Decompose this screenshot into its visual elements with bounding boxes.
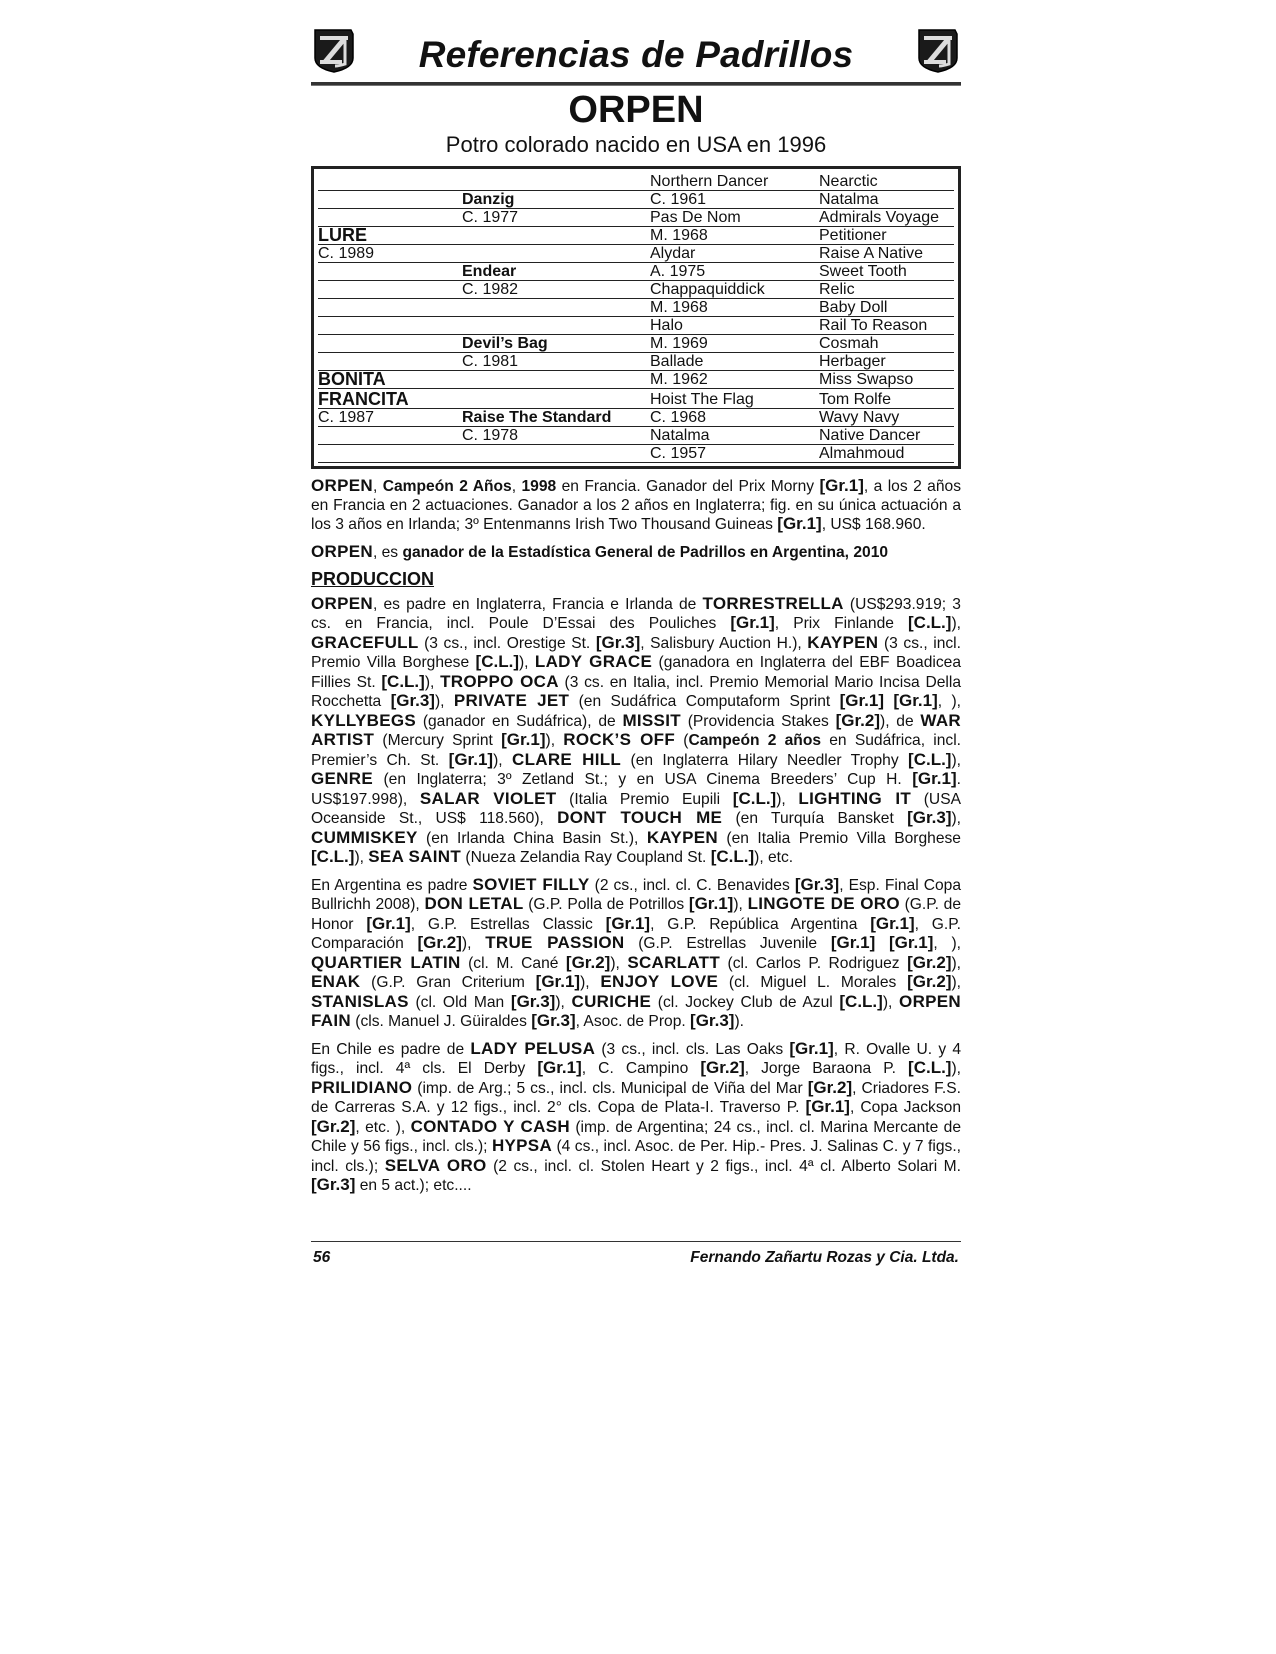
pedigree-row bbox=[318, 191, 954, 209]
pedigree-cell: Almahmoud bbox=[819, 445, 954, 463]
text: (Providencia Stakes bbox=[680, 712, 836, 730]
pedigree-cell: C. 1981 bbox=[462, 353, 650, 371]
pedigree-cell: M. 1962 bbox=[650, 371, 819, 389]
grade-tag: [Gr.2] bbox=[700, 1058, 745, 1077]
horse-ref: KAYPEN bbox=[646, 827, 718, 847]
text: (en Inglaterra; 3º Zetland St.; y en USA Cinema Breeders’ Cup H. bbox=[372, 771, 913, 788]
text: ), etc. bbox=[754, 849, 794, 866]
grade-tag: [Gr.3] bbox=[794, 874, 840, 894]
text: (G.P. Estrellas Juvenile bbox=[624, 935, 831, 952]
pedigree-row bbox=[318, 335, 954, 353]
grade-tag: [Gr.1] bbox=[805, 1097, 850, 1116]
pedigree-row bbox=[318, 263, 954, 281]
text: ( bbox=[675, 732, 689, 749]
text: (en Irlanda China Basin St.), bbox=[417, 829, 647, 847]
grade-tag: [C.L.] bbox=[381, 671, 425, 691]
pedigree-cell: Sweet Tooth bbox=[819, 263, 954, 281]
horse-ref: TORRESTRELLA bbox=[702, 593, 844, 613]
pedigree-cell: Devil’s Bag bbox=[462, 335, 650, 353]
text: , ), bbox=[937, 693, 961, 710]
text: ), bbox=[951, 954, 962, 972]
pedigree-row bbox=[318, 227, 954, 245]
text: ), bbox=[354, 849, 369, 866]
pedigree-cell bbox=[462, 389, 650, 409]
grade-tag: [Gr.1] bbox=[830, 933, 876, 952]
grade-tag: [Gr.1] bbox=[448, 749, 494, 769]
horse-ref: QUARTIER LATIN bbox=[311, 952, 461, 972]
text: (3 cs., incl. Orestige St. bbox=[418, 634, 596, 652]
grade-tag: [Gr.1] bbox=[501, 730, 546, 749]
text: (imp. de Argentina; 24 cs., incl. cl. Marina Mercante de Chile y 56 figs., incl. cls.); bbox=[311, 1118, 961, 1155]
page-footer bbox=[311, 1241, 961, 1266]
grade-tag: [C.L.] bbox=[908, 749, 952, 769]
text: , G.P. República Argentina bbox=[650, 915, 871, 933]
text: (4 cs., incl. Asoc. de Per. Hip.- Pres. J. Salinas C. y 7 figs., incl. cls.); bbox=[311, 1138, 961, 1175]
pedigree-cell bbox=[462, 445, 650, 463]
pedigree-cell bbox=[462, 371, 650, 389]
grade-tag: [Gr.2] bbox=[417, 933, 462, 952]
footer-company: Fernando Zañartu Rozas y Cia. Ltda. bbox=[690, 1249, 959, 1266]
pedigree-cell: C. 1957 bbox=[650, 445, 819, 463]
pedigree-cell: LURE bbox=[318, 227, 462, 245]
text: en Sudáfrica, incl. Premier’s Ch. St. bbox=[311, 732, 961, 769]
grade-tag: [C.L.] bbox=[475, 652, 519, 671]
text: (2 cs., incl. cl. Stolen Heart y 2 figs., incl. 4ª cl. Alberto Solari M. bbox=[486, 1157, 961, 1175]
horse-ref: LINGOTE DE ORO bbox=[747, 894, 900, 913]
pedigree-row bbox=[318, 389, 954, 409]
bold-text: Campeón 2 años bbox=[688, 732, 822, 749]
pedigree-cell: Natalma bbox=[650, 427, 819, 445]
pedigree-cell: M. 1968 bbox=[650, 299, 819, 317]
grade-tag: [Gr.1] bbox=[366, 913, 411, 933]
paragraph-statistics bbox=[311, 543, 961, 563]
text: , Esp. Final Copa Bullrichh 2008), bbox=[311, 876, 961, 913]
pedigree-cell bbox=[462, 245, 650, 263]
grade-tag: [Gr.1] bbox=[870, 913, 915, 933]
text: , C. Campino bbox=[581, 1060, 701, 1077]
text: ), bbox=[424, 673, 441, 691]
horse-ref: ORPEN bbox=[311, 476, 373, 495]
pedigree-cell: Hoist The Flag bbox=[650, 389, 819, 409]
horse-ref: CURICHE bbox=[571, 991, 652, 1011]
pedigree-cell: Danzig bbox=[462, 191, 650, 209]
pedigree-cell bbox=[318, 353, 462, 371]
horse-ref: ENJOY LOVE bbox=[600, 972, 719, 991]
page bbox=[311, 20, 961, 1204]
pedigree-row bbox=[318, 317, 954, 335]
bold-text: ganador de la Estadística General de Padrillos en Argentina, 2010 bbox=[402, 543, 889, 561]
pedigree-cell: C. 1987 bbox=[318, 409, 462, 427]
grade-tag: [Gr.2] bbox=[565, 952, 611, 972]
horse-ref: KYLLYBEGS bbox=[311, 710, 417, 730]
text: ), bbox=[951, 615, 961, 632]
text: (en Italia Premio Villa Borghese bbox=[717, 829, 961, 847]
horse-ref: SALAR VIOLET bbox=[419, 788, 557, 808]
horse-ref: PRILIDIANO bbox=[311, 1077, 413, 1097]
text: (2 cs., incl. cl. C. Benavides bbox=[589, 876, 795, 894]
text: ), bbox=[951, 751, 961, 769]
horse-ref: CLARE HILL bbox=[512, 749, 622, 769]
horse-ref: KAYPEN bbox=[807, 632, 879, 652]
horse-ref: LIGHTING IT bbox=[798, 788, 912, 808]
text: (US$293.919; 3 cs. en Francia, incl. Poule D’Essai des Pouliches bbox=[311, 595, 961, 632]
horse-name: ORPEN bbox=[568, 89, 704, 131]
text: , bbox=[511, 478, 522, 495]
horse-ref: CONTADO Y CASH bbox=[410, 1116, 570, 1136]
pedigree-cell bbox=[318, 263, 462, 281]
text: ), bbox=[882, 993, 900, 1011]
grade-tag: [Gr.3] bbox=[907, 808, 952, 827]
text: , ), bbox=[933, 935, 962, 952]
grade-tag: [Gr.1] bbox=[893, 691, 938, 710]
pedigree-cell bbox=[318, 299, 462, 317]
pedigree-cell: Native Dancer bbox=[819, 427, 954, 445]
text: ), bbox=[733, 896, 748, 913]
grade-tag: [Gr.1] bbox=[819, 476, 864, 495]
pedigree-cell: C. 1977 bbox=[462, 209, 650, 227]
horse-ref: SOVIET FILLY bbox=[472, 874, 590, 894]
grade-tag: [Gr.1] bbox=[777, 514, 822, 533]
pedigree-cell: Ballade bbox=[650, 353, 819, 371]
grade-tag: [Gr.3] bbox=[390, 691, 435, 710]
pedigree-cell bbox=[318, 281, 462, 299]
text: ), bbox=[518, 654, 535, 671]
horse-ref: CUMMISKEY bbox=[311, 827, 418, 847]
pedigree-row bbox=[318, 445, 954, 463]
grade-tag: [Gr.1] bbox=[730, 613, 775, 632]
pedigree-cell: Alydar bbox=[650, 245, 819, 263]
text: (3 cs., incl. cls. Las Oaks bbox=[595, 1040, 790, 1058]
pedigree-cell: A. 1975 bbox=[650, 263, 819, 281]
bold-text: 1998 bbox=[521, 478, 557, 495]
grade-tag: [Gr.3] bbox=[510, 991, 556, 1011]
text: , G.P. Comparación bbox=[311, 915, 961, 952]
pedigree-cell: Endear bbox=[462, 263, 650, 281]
text: (cl. Carlos P. Rodriguez bbox=[720, 954, 908, 972]
horse-ref: SELVA ORO bbox=[384, 1155, 487, 1175]
paragraph-production-chile bbox=[311, 1040, 961, 1196]
horse-ref: HYPSA bbox=[491, 1136, 553, 1155]
grade-tag: [Gr.1] bbox=[537, 1058, 582, 1077]
grade-tag: [Gr.1] bbox=[535, 972, 581, 991]
pedigree-cell bbox=[318, 335, 462, 353]
horse-ref: ORPEN bbox=[311, 593, 373, 613]
text: , Criadores F.S. de Carreras S.A. y 12 figs., incl. 2° cls. Copa de Plata-I. Traverso P. bbox=[311, 1079, 962, 1116]
horse-ref: STANISLAS bbox=[311, 991, 409, 1011]
paragraph-production-argentina bbox=[311, 876, 961, 1032]
horse-ref: ENAK bbox=[311, 972, 361, 991]
grade-tag: [C.L.] bbox=[908, 1058, 952, 1077]
section-heading: PRODUCCION bbox=[311, 569, 435, 589]
pedigree-row bbox=[318, 409, 954, 427]
grade-tag: [Gr.2] bbox=[835, 710, 880, 730]
pedigree-cell: Herbager bbox=[819, 353, 954, 371]
text: ), bbox=[776, 790, 799, 808]
pedigree-cell bbox=[462, 227, 650, 245]
pedigree-cell bbox=[318, 317, 462, 335]
horse-ref: DONT TOUCH ME bbox=[557, 808, 723, 827]
pedigree-row bbox=[318, 209, 954, 227]
pedigree-cell bbox=[318, 209, 462, 227]
grade-tag: [C.L.] bbox=[839, 991, 883, 1011]
pedigree-row bbox=[318, 353, 954, 371]
text: (cl. Jockey Club de Azul bbox=[651, 993, 840, 1011]
text: (cl. M. Cané bbox=[460, 954, 566, 972]
pedigree-cell bbox=[318, 445, 462, 463]
pedigree-cell: Miss Swapso bbox=[819, 371, 954, 389]
text: En Chile es padre de bbox=[311, 1040, 471, 1058]
text: , Asoc. de Prop. bbox=[575, 1013, 691, 1030]
grade-tag: [C.L.] bbox=[908, 613, 952, 632]
pedigree-cell bbox=[462, 173, 650, 191]
pedigree-cell: C. 1968 bbox=[650, 409, 819, 427]
horse-ref: PRIVATE JET bbox=[453, 691, 570, 710]
text: en 5 act.); etc.... bbox=[355, 1177, 472, 1194]
text: ), bbox=[545, 732, 564, 749]
horse-ref: ROCK’S OFF bbox=[563, 730, 676, 749]
text: ), bbox=[951, 810, 962, 827]
text: (G.P. Gran Criterium bbox=[360, 974, 536, 991]
text: (cl. Old Man bbox=[408, 993, 511, 1011]
pedigree-cell: C. 1989 bbox=[318, 245, 462, 263]
horse-ref: LADY PELUSA bbox=[470, 1038, 596, 1058]
pedigree-cell: BONITA bbox=[318, 371, 462, 389]
text bbox=[884, 693, 893, 710]
grade-tag: [Gr.2] bbox=[807, 1077, 853, 1097]
pedigree-cell: Petitioner bbox=[819, 227, 954, 245]
pedigree-cell: Chappaquiddick bbox=[650, 281, 819, 299]
text: (cls. Manuel J. Güiraldes bbox=[350, 1013, 532, 1030]
text: ), bbox=[555, 993, 572, 1011]
text: (Italia Premio Eupili bbox=[556, 790, 733, 808]
horse-ref: TRUE PASSION bbox=[485, 933, 625, 952]
pedigree-cell: Northern Dancer bbox=[650, 173, 819, 191]
text: , Jorge Baraona P. bbox=[744, 1060, 909, 1077]
text: (Mercury Sprint bbox=[374, 732, 502, 749]
pedigree-cell: Halo bbox=[650, 317, 819, 335]
text: , R. Ovalle U. y 4 figs., incl. 4ª cls. El Derby bbox=[311, 1040, 961, 1077]
text: , bbox=[372, 478, 383, 495]
grade-tag: [C.L.] bbox=[732, 788, 777, 808]
horse-ref: ORPEN bbox=[311, 541, 373, 561]
pedigree-cell: FRANCITA bbox=[318, 389, 462, 409]
pedigree-row bbox=[318, 299, 954, 317]
text: , a los 2 años en Francia en 2 actuaciones. Ganador a los 2 años en Inglaterra; fig. en su única actuación a los 3 años en Irlanda; 3º Entenmanns Irish Two Thousand Guineas bbox=[311, 478, 961, 533]
pedigree-cell: Admirals Voyage bbox=[819, 209, 954, 227]
text: En Argentina es padre bbox=[311, 876, 473, 894]
horse-ref: SCARLATT bbox=[627, 952, 721, 972]
grade-tag: [Gr.3] bbox=[595, 632, 641, 652]
text: (cl. Miguel L. Morales bbox=[718, 974, 908, 991]
text: , Salisbury Auction H.), bbox=[640, 634, 808, 652]
grade-tag: [Gr.2] bbox=[907, 952, 952, 972]
text: (G.P. de Honor bbox=[311, 896, 961, 933]
text: , US$ 168.960. bbox=[821, 516, 926, 533]
pedigree-cell: Raise A Native bbox=[819, 245, 954, 263]
pedigree-table bbox=[311, 166, 961, 469]
horse-ref: WAR ARTIST bbox=[311, 710, 961, 749]
text: ), bbox=[434, 693, 454, 710]
pedigree-cell: Tom Rolfe bbox=[819, 389, 954, 409]
grade-tag: [Gr.1] bbox=[789, 1038, 834, 1058]
pedigree-cell: C. 1961 bbox=[650, 191, 819, 209]
pedigree-row bbox=[318, 173, 954, 191]
grade-tag: [C.L.] bbox=[710, 847, 755, 866]
text: (3 cs. en Italia, incl. Premio Memorial Mario Incisa Della Rocchetta bbox=[311, 673, 961, 710]
text: en Francia. Ganador del Prix Morny bbox=[556, 478, 820, 495]
text: , G.P. Estrellas Classic bbox=[410, 915, 606, 933]
text: ), de bbox=[880, 712, 921, 730]
grade-tag: [Gr.3] bbox=[531, 1011, 576, 1030]
text: (en Inglaterra Hilary Needler Trophy bbox=[621, 751, 909, 769]
grade-tag: [Gr.1] bbox=[839, 691, 885, 710]
text: (en Turquía Bansket bbox=[722, 810, 908, 827]
text: ), bbox=[951, 974, 962, 991]
horse-ref: LADY GRACE bbox=[534, 652, 653, 671]
text: (G.P. Polla de Potrillos bbox=[523, 896, 689, 913]
grade-tag: [Gr.1] bbox=[605, 913, 651, 933]
text: , etc. ), bbox=[355, 1118, 411, 1136]
horse-ref: SEA SAINT bbox=[368, 847, 462, 866]
pedigree-cell: Baby Doll bbox=[819, 299, 954, 317]
pedigree-cell: Raise The Standard bbox=[462, 409, 650, 427]
text: , es padre en Inglaterra, Francia e Irlanda de bbox=[372, 595, 703, 613]
body-text bbox=[311, 477, 961, 1196]
text: , Prix Finlande bbox=[774, 615, 909, 632]
page-number: 56 bbox=[313, 1249, 331, 1266]
text: (ganador en Sudáfrica), de bbox=[416, 712, 623, 730]
text: ), bbox=[610, 954, 628, 972]
horse-ref: GENRE bbox=[311, 769, 373, 788]
text: ), bbox=[580, 974, 601, 991]
grade-tag: [Gr.2] bbox=[907, 972, 952, 991]
text: . US$197.998), bbox=[311, 771, 961, 808]
grade-tag: [Gr.1] bbox=[688, 894, 734, 913]
text: (USA Oceanside St., US$ 118.560), bbox=[311, 790, 961, 827]
text: (ganadora en Inglaterra del EBF Boadicea Fillies St. bbox=[311, 654, 961, 691]
pedigree-cell: M. 1969 bbox=[650, 335, 819, 353]
page-header bbox=[311, 20, 961, 82]
pedigree-cell: Pas De Nom bbox=[650, 209, 819, 227]
horse-ref: ORPEN FAIN bbox=[311, 991, 962, 1030]
pedigree-cell: Natalma bbox=[819, 191, 954, 209]
text: (Nueza Zelandia Ray Coupland St. bbox=[461, 849, 711, 866]
pedigree-cell: Rail To Reason bbox=[819, 317, 954, 335]
zr-shield-logo-icon bbox=[915, 24, 961, 74]
text: , es bbox=[372, 543, 403, 561]
pedigree-cell bbox=[462, 299, 650, 317]
paragraph-production-europe bbox=[311, 595, 961, 868]
horse-subtitle: Potro colorado nacido en USA en 1996 bbox=[445, 132, 827, 157]
pedigree-cell: Cosmah bbox=[819, 335, 954, 353]
grade-tag: [Gr.2] bbox=[311, 1116, 356, 1136]
pedigree-cell: Nearctic bbox=[819, 173, 954, 191]
pedigree-cell: M. 1968 bbox=[650, 227, 819, 245]
text: ), bbox=[461, 935, 486, 952]
horse-ref: MISSIT bbox=[622, 710, 681, 730]
pedigree-cell: C. 1978 bbox=[462, 427, 650, 445]
header-rule bbox=[311, 82, 961, 86]
pedigree-cell: Wavy Navy bbox=[819, 409, 954, 427]
pedigree-cell: C. 1982 bbox=[462, 281, 650, 299]
text bbox=[875, 935, 889, 952]
pedigree-cell bbox=[462, 317, 650, 335]
horse-ref: DON LETAL bbox=[424, 894, 524, 913]
text: , Copa Jackson bbox=[849, 1099, 961, 1116]
pedigree-cell bbox=[318, 191, 462, 209]
text: ), bbox=[951, 1060, 961, 1077]
text: (3 cs., incl. Premio Villa Borghese bbox=[311, 634, 961, 671]
bold-text: Campeón 2 Años bbox=[382, 478, 512, 495]
grade-tag: [Gr.3] bbox=[311, 1175, 356, 1194]
pedigree-row bbox=[318, 281, 954, 299]
pedigree-row bbox=[318, 427, 954, 445]
grade-tag: [C.L.] bbox=[311, 847, 355, 866]
horse-ref: GRACEFULL bbox=[311, 632, 419, 652]
header-title: Referencias de Padrillos bbox=[418, 34, 854, 75]
horse-ref: TROPPO OCA bbox=[440, 671, 559, 691]
pedigree-row bbox=[318, 371, 954, 389]
text: (en Sudáfrica Computaform Sprint bbox=[569, 693, 840, 710]
text: ), bbox=[493, 751, 512, 769]
pedigree-cell bbox=[318, 427, 462, 445]
grade-tag: [Gr.1] bbox=[912, 769, 957, 788]
grade-tag: [Gr.1] bbox=[889, 933, 934, 952]
grade-tag: [Gr.3] bbox=[690, 1011, 735, 1030]
text: ). bbox=[734, 1013, 744, 1030]
paragraph-career bbox=[311, 477, 961, 535]
text: (imp. de Arg.; 5 cs., incl. cls. Municipal de Viña del Mar bbox=[412, 1079, 808, 1097]
pedigree-cell: Relic bbox=[819, 281, 954, 299]
pedigree-cell bbox=[318, 173, 462, 191]
pedigree-row bbox=[318, 245, 954, 263]
